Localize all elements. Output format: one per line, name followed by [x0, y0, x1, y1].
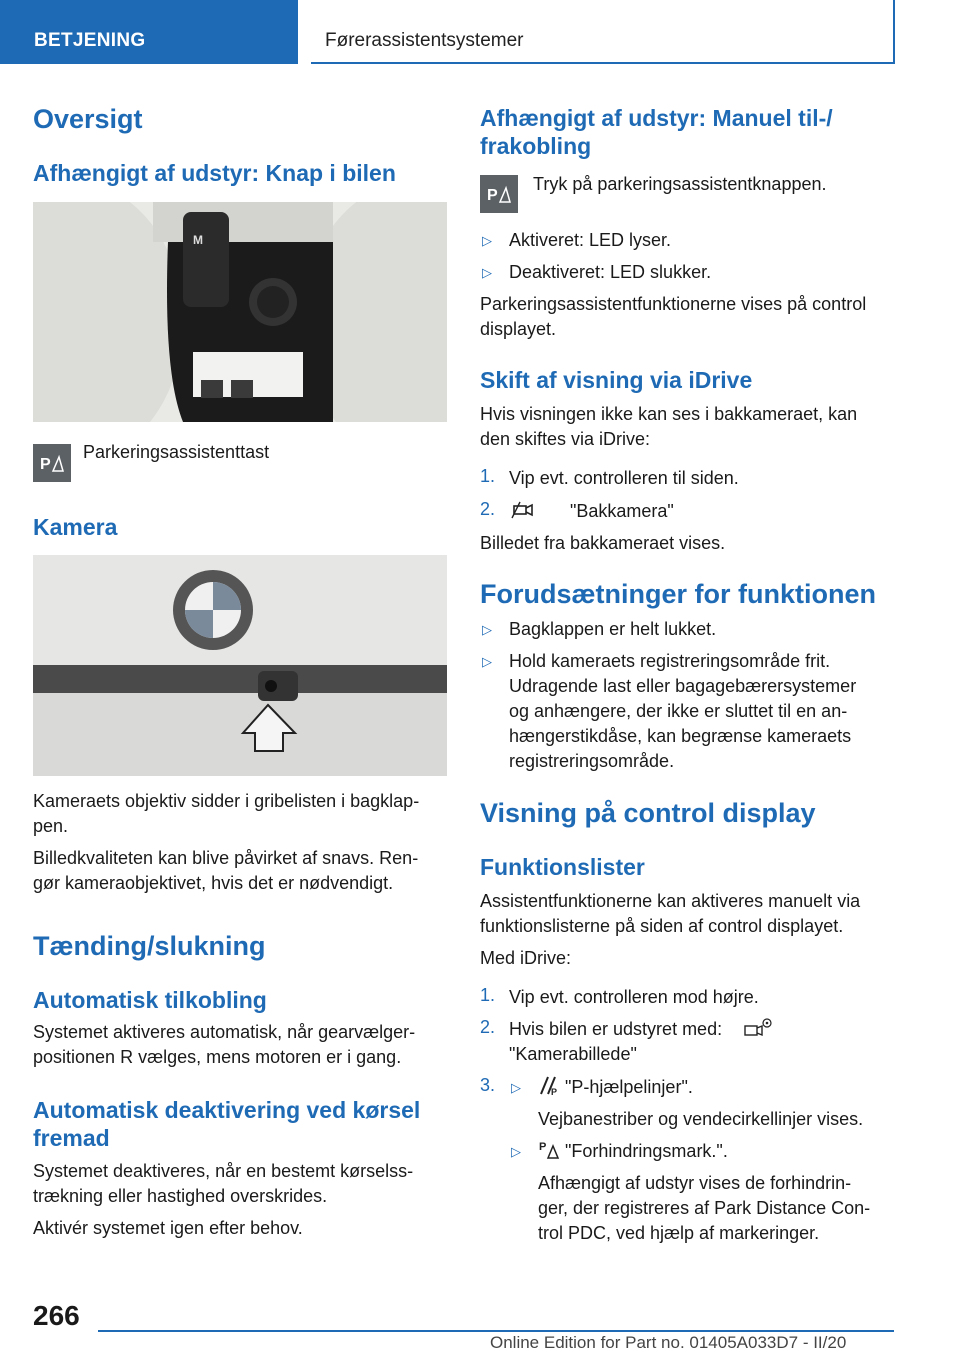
forud-bullet-2e: registreringsområde.: [509, 751, 675, 771]
footer-rule: [98, 1330, 894, 1332]
funk-text-b: funktionslisterne på siden af control displayet.: [480, 916, 844, 936]
step-2-text: "Bakkamera": [570, 501, 674, 521]
bullet-triangle-icon: ▷: [482, 233, 492, 248]
heading-funktionslister: Funktionslister: [480, 854, 645, 880]
idrive-step-2: Hvis bilen er udstyret med:: [509, 1019, 723, 1039]
step-number: 3.: [480, 1075, 496, 1095]
park-text-b: displayet.: [480, 319, 557, 339]
auto-til-text-b: positionen R vælges, mens motoren er i gang.: [33, 1047, 402, 1067]
idrive-step-3b-desc2: ger, der registreres af Park Distance Con-: [538, 1198, 871, 1218]
page-number: 266: [33, 1300, 80, 1331]
step-1-text: Vip evt. controlleren til siden.: [509, 468, 739, 488]
billedet-text: Billedet fra bakkameraet vises.: [480, 533, 726, 553]
step-number: 1.: [480, 985, 496, 1005]
bullet-deaktiveret: Deaktiveret: LED slukker.: [509, 262, 712, 282]
forud-bullet-2c: og anhængere, der ikke er sluttet til en an-: [509, 701, 848, 721]
idrive-step-3a: "P-hjælpelinjer".: [565, 1077, 693, 1097]
forud-bullet-2b: Udragende last eller bagagebærersystemer: [509, 676, 857, 696]
idrive-step-3a-desc: Vejbanestriber og vendecirkellinjer vises.: [538, 1109, 864, 1129]
heading-forudsaetninger: Forudsætninger for funktionen: [480, 579, 876, 609]
heading-taending-slukning: Tænding/slukning: [33, 931, 266, 961]
step-number: 2.: [480, 1017, 496, 1037]
auto-deak-text-c: Aktivér systemet igen efter behov.: [33, 1218, 303, 1238]
kamera-text-1a: Kameraets objektiv sidder i gribelisten i bagklap-: [33, 791, 420, 811]
rear-camera-icon: [510, 500, 536, 525]
svg-text:P: P: [539, 1141, 547, 1153]
tryk-text: Tryk på parkeringsassistentknappen.: [533, 174, 827, 194]
header-chapter-box: [311, 0, 895, 64]
idrive-step-2b: "Kamerabillede": [509, 1044, 637, 1064]
heading-knap-i-bilen: Afhængigt af udstyr: Knap i bilen: [33, 160, 396, 186]
bullet-triangle-icon: ▷: [482, 265, 492, 280]
caption-parkeringsassistenttast: Parkeringsassistenttast: [83, 442, 270, 462]
step-number: 1.: [480, 466, 496, 486]
header-section-tab: [0, 0, 298, 64]
med-idrive-text: Med iDrive:: [480, 948, 572, 968]
forud-bullet-1: Bagklappen er helt lukket.: [509, 619, 717, 639]
bullet-triangle-icon: ▷: [482, 654, 492, 669]
rear-camera-photo: [33, 555, 447, 776]
heading-skift-visning: Skift af visning via iDrive: [480, 367, 753, 393]
park-text-a: Parkeringsassistentfunktionerne vises på control: [480, 294, 867, 314]
parking-assistant-button-icon: [480, 175, 518, 213]
heading-manuel-a: Afhængigt af udstyr: Manuel til-/: [480, 105, 833, 131]
idrive-step-3b: "Forhindringsmark.".: [565, 1141, 728, 1161]
gear-selector-photo: [33, 202, 447, 422]
svg-text:M: M: [193, 233, 203, 247]
auto-deak-text-b: trækning eller hastighed overskrides.: [33, 1186, 328, 1206]
parking-assistant-icon: [33, 444, 71, 482]
heading-visning-control-display: Visning på control display: [480, 798, 816, 828]
svg-text:P: P: [551, 1087, 558, 1096]
skift-text-a: Hvis visningen ikke kan ses i bakkameraet, kan: [480, 404, 858, 424]
bullet-triangle-icon: ▷: [511, 1080, 521, 1095]
idrive-step-3b-desc3: trol PDC, ved hjælp af markeringer.: [538, 1223, 820, 1243]
kamera-text-1b: pen.: [33, 816, 69, 836]
heading-kamera: Kamera: [33, 514, 118, 540]
footer-edition: Online Edition for Part no. 01405A033D7 - II/20: [490, 1333, 847, 1352]
obstacle-marking-icon: [538, 1138, 560, 1165]
forud-bullet-2d: hængerstikdåse, kan begrænse kameraets: [509, 726, 852, 746]
funk-text-a: Assistentfunktionerne kan aktiveres manuelt via: [480, 891, 861, 911]
kamera-text-2a: Billedkvaliteten kan blive påvirket af snavs. Ren-: [33, 848, 419, 868]
parking-lines-icon: [538, 1074, 560, 1101]
svg-text:P: P: [40, 456, 51, 473]
idrive-step-3b-desc1: Afhængigt af udstyr vises de forhindrin-: [538, 1173, 852, 1193]
svg-text:P: P: [487, 187, 498, 204]
heading-automatisk-tilkobling: Automatisk tilkobling: [33, 987, 267, 1013]
header-section-label: BETJENING: [34, 30, 146, 51]
auto-deak-text-a: Systemet deaktiveres, når en bestemt kørselss-: [33, 1161, 414, 1181]
step-number: 2.: [480, 499, 496, 519]
heading-manuel-b: frakobling: [480, 133, 592, 159]
bullet-aktiveret: Aktiveret: LED lyser.: [509, 230, 672, 250]
forud-bullet-2a: Hold kameraets registreringsområde frit.: [509, 651, 831, 671]
kamera-text-2b: gør kameraobjektivet, hvis det er nødvendigt.: [33, 873, 394, 893]
header-chapter-label: Førerassistentsystemer: [325, 30, 524, 51]
heading-auto-deaktivering-b: fremad: [33, 1125, 110, 1151]
auto-til-text-a: Systemet aktiveres automatisk, når gearvælger-: [33, 1022, 416, 1042]
skift-text-b: den skiftes via iDrive:: [480, 429, 651, 449]
bullet-triangle-icon: ▷: [511, 1144, 521, 1159]
camera-settings-icon: [742, 1016, 774, 1045]
idrive-step-1: Vip evt. controlleren mod højre.: [509, 987, 759, 1007]
heading-oversigt: Oversigt: [33, 104, 143, 134]
heading-auto-deaktivering-a: Automatisk deaktivering ved kørsel: [33, 1097, 421, 1123]
bullet-triangle-icon: ▷: [482, 622, 492, 637]
